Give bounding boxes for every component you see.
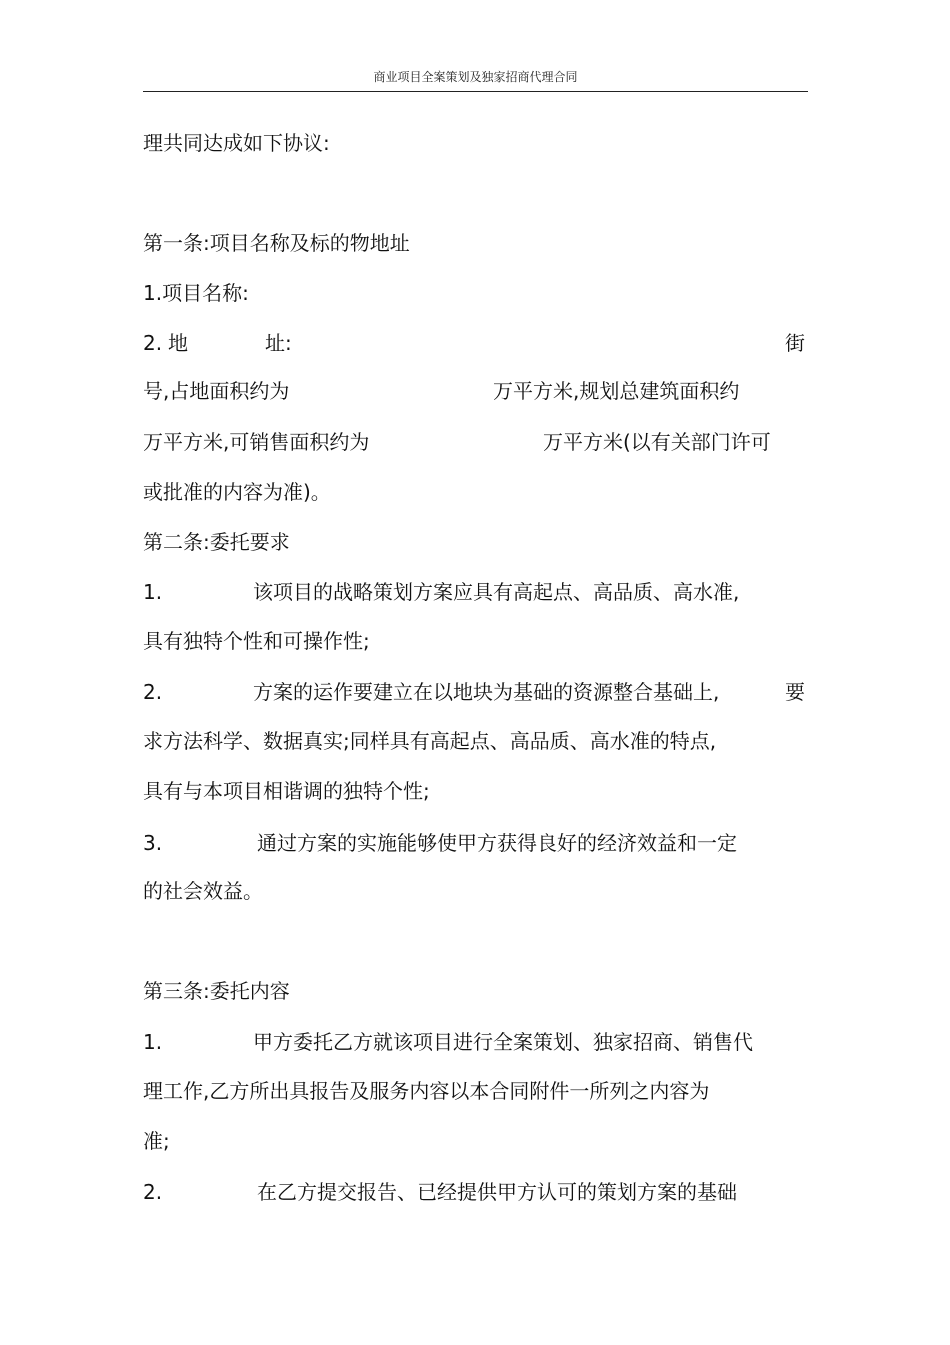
article2-item1-text: 该项目的战略策划方案应具有高起点、高品质、高水准, — [253, 580, 740, 604]
article2-item3-continued: 的社会效益。 — [143, 879, 263, 903]
article2-heading: 第二条:委托要求 — [143, 530, 290, 554]
article3-item1-continued-1: 理工作,乙方所出具报告及服务内容以本合同附件一所列之内容为 — [143, 1079, 710, 1103]
header-divider — [143, 91, 808, 92]
article2-item1-number: 1. — [143, 580, 163, 604]
article3-item1-continued-2: 准; — [143, 1129, 170, 1153]
article2-item2-tail: 要 — [785, 680, 805, 704]
article1-item2-text-b: 址: — [265, 331, 292, 355]
article2-item2-continued-2: 具有与本项目相谐调的独特个性; — [143, 779, 430, 803]
intro-line: 理共同达成如下协议: — [143, 131, 330, 155]
article1-line-d: 或批准的内容为准)。 — [143, 480, 331, 504]
article2-item3-number: 3. — [143, 831, 163, 855]
article3-heading: 第三条:委托内容 — [143, 979, 290, 1003]
article1-item2-text-c: 街 — [785, 331, 805, 355]
article3-item1-number: 1. — [143, 1030, 163, 1054]
article1-item2-number: 2. — [143, 331, 163, 355]
article1-line-b2: 万平方米,规划总建筑面积约 — [493, 379, 740, 403]
article2-item3-text: 通过方案的实施能够使甲方获得良好的经济效益和一定 — [257, 831, 737, 855]
article1-item2-text-a: 地 — [168, 331, 188, 355]
article1-item1: 1.项目名称: — [143, 281, 249, 305]
article1-heading: 第一条:项目名称及标的物地址 — [143, 231, 410, 255]
article3-item1-text: 甲方委托乙方就该项目进行全案策划、独家招商、销售代 — [253, 1030, 753, 1054]
article2-item2-continued-1: 求方法科学、数据真实;同样具有高起点、高品质、高水准的特点, — [143, 729, 717, 753]
article2-item1-continued: 具有独特个性和可操作性; — [143, 629, 370, 653]
article3-item2-number: 2. — [143, 1180, 163, 1204]
page-header-title: 商业项目全案策划及独家招商代理合同 — [373, 70, 578, 84]
article3-item2-text: 在乙方提交报告、已经提供甲方认可的策划方案的基础 — [257, 1180, 737, 1204]
article1-line-c2: 万平方米(以有关部门许可 — [543, 430, 771, 454]
article1-line-c1: 万平方米,可销售面积约为 — [143, 430, 370, 454]
article2-item2-text: 方案的运作要建立在以地块为基础的资源整合基础上, — [253, 680, 720, 704]
article1-line-b1: 号,占地面积约为 — [143, 379, 290, 403]
article2-item2-number: 2. — [143, 680, 163, 704]
